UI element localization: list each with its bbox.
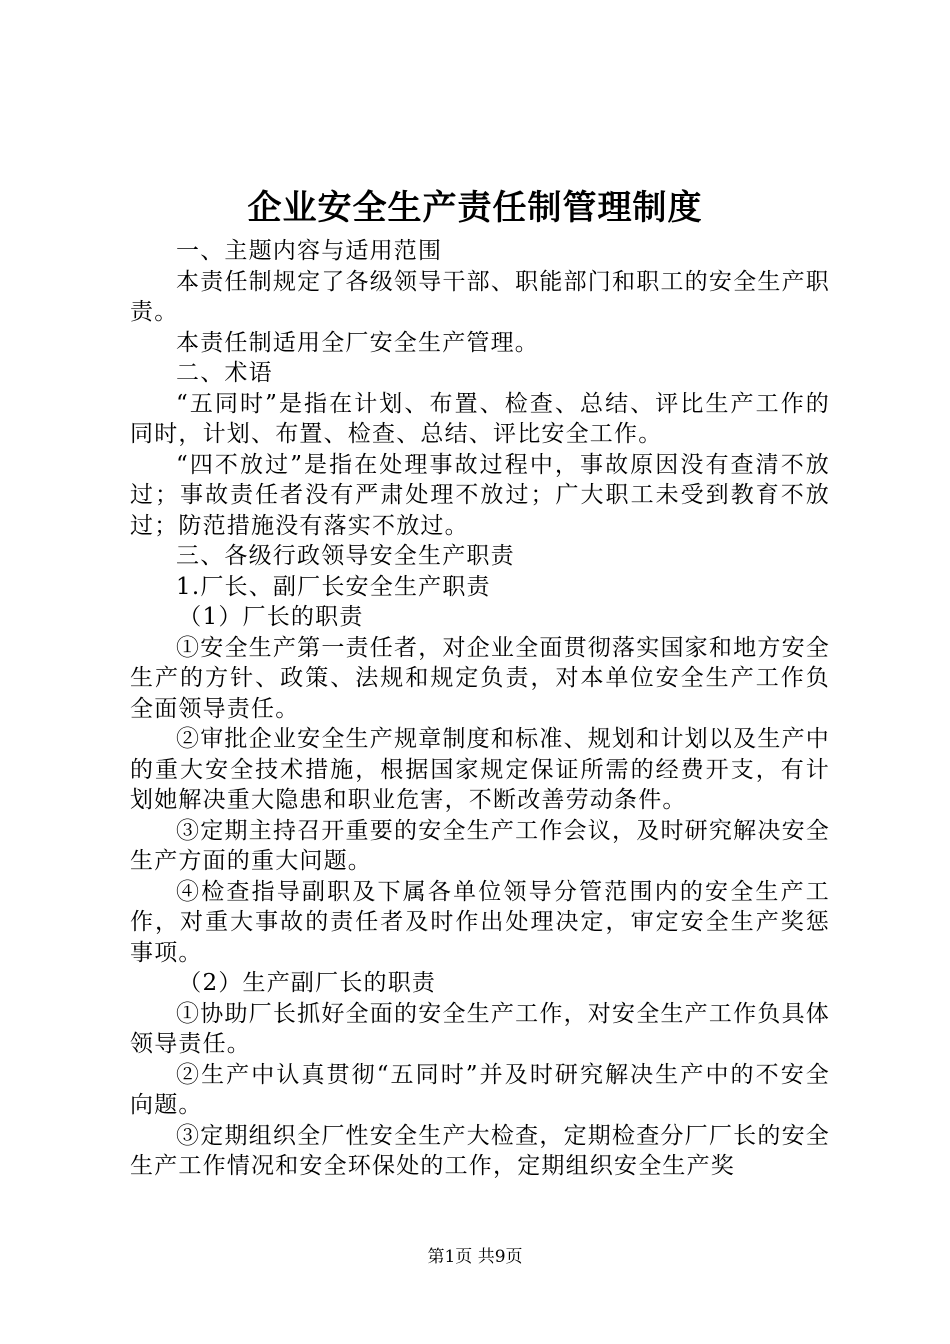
document-title: 企业安全生产责任制管理制度 [247, 188, 703, 228]
paragraph-term-four-no-pass: “四不放过”是指在处理事故过程中，事故原因没有查清不放过；事故责任者没有严肃处理不放过；广大职工未受到教育不放过；防范措施没有落实不放过。 [130, 451, 830, 539]
list-item-deputy-2: ②生产中认真贯彻“五同时”并及时研究解决生产中的不安全向题。 [130, 1061, 830, 1118]
list-item-director-4: ④检查指导副职及下属各单位领导分管范围内的安全生产工作，对重大事故的责任者及时作出处理决定，审定安全生产奖惩事项。 [130, 878, 830, 966]
paragraph-scope-applicability: 本责任制适用全厂安全生产管理。 [176, 329, 539, 356]
section-heading-leader-duties: 三、各级行政领导安全生产职责 [176, 543, 515, 569]
item-heading-deputy-director: （2）生产副厂长的职责 [178, 970, 437, 996]
section-heading-terms: 二、术语 [176, 360, 273, 386]
paragraph-term-five-simultaneous: “五同时”是指在计划、布置、检查、总结、评比生产工作的同时，计划、布置、检查、总结、评比安全工作。 [130, 390, 830, 447]
paragraph-scope-definition: 本责任制规定了各级领导干部、职能部门和职工的安全生产职责。 [130, 268, 830, 325]
document-body [130, 236, 830, 1182]
list-item-director-2: ②审批企业安全生产规章制度和标准、规划和计划以及生产中的重大安全技术措施，根据国家规定保证所需的经费开支，有计划她解决重大隐患和职业危害，不断改善劳动条件。 [130, 726, 830, 813]
list-item-director-3: ③定期主持召开重要的安全生产工作会议，及时研究解决安全生产方面的重大问题。 [130, 817, 830, 874]
page-number-footer: 第1页 共9页 [427, 1247, 523, 1267]
item-heading-director: （1）厂长的职责 [178, 604, 364, 630]
subsection-heading-director-duties: 1.厂长、副厂长安全生产职责 [176, 573, 491, 600]
list-item-deputy-1: ①协助厂长抓好全面的安全生产工作，对安全生产工作负具体领导责任。 [130, 1000, 830, 1057]
list-item-deputy-3: ③定期组织全厂性安全生产大检查，定期检查分厂厂长的安全生产工作情况和安全环保处的工作，定期组织安全生产奖 [130, 1122, 830, 1179]
list-item-director-1: ①安全生产第一责任者，对企业全面贯彻落实国家和地方安全生产的方针、政策、法规和规定负责，对本单位安全生产工作负全面领导责任。 [130, 634, 830, 722]
section-heading-scope: 一、主题内容与适用范围 [176, 238, 443, 264]
